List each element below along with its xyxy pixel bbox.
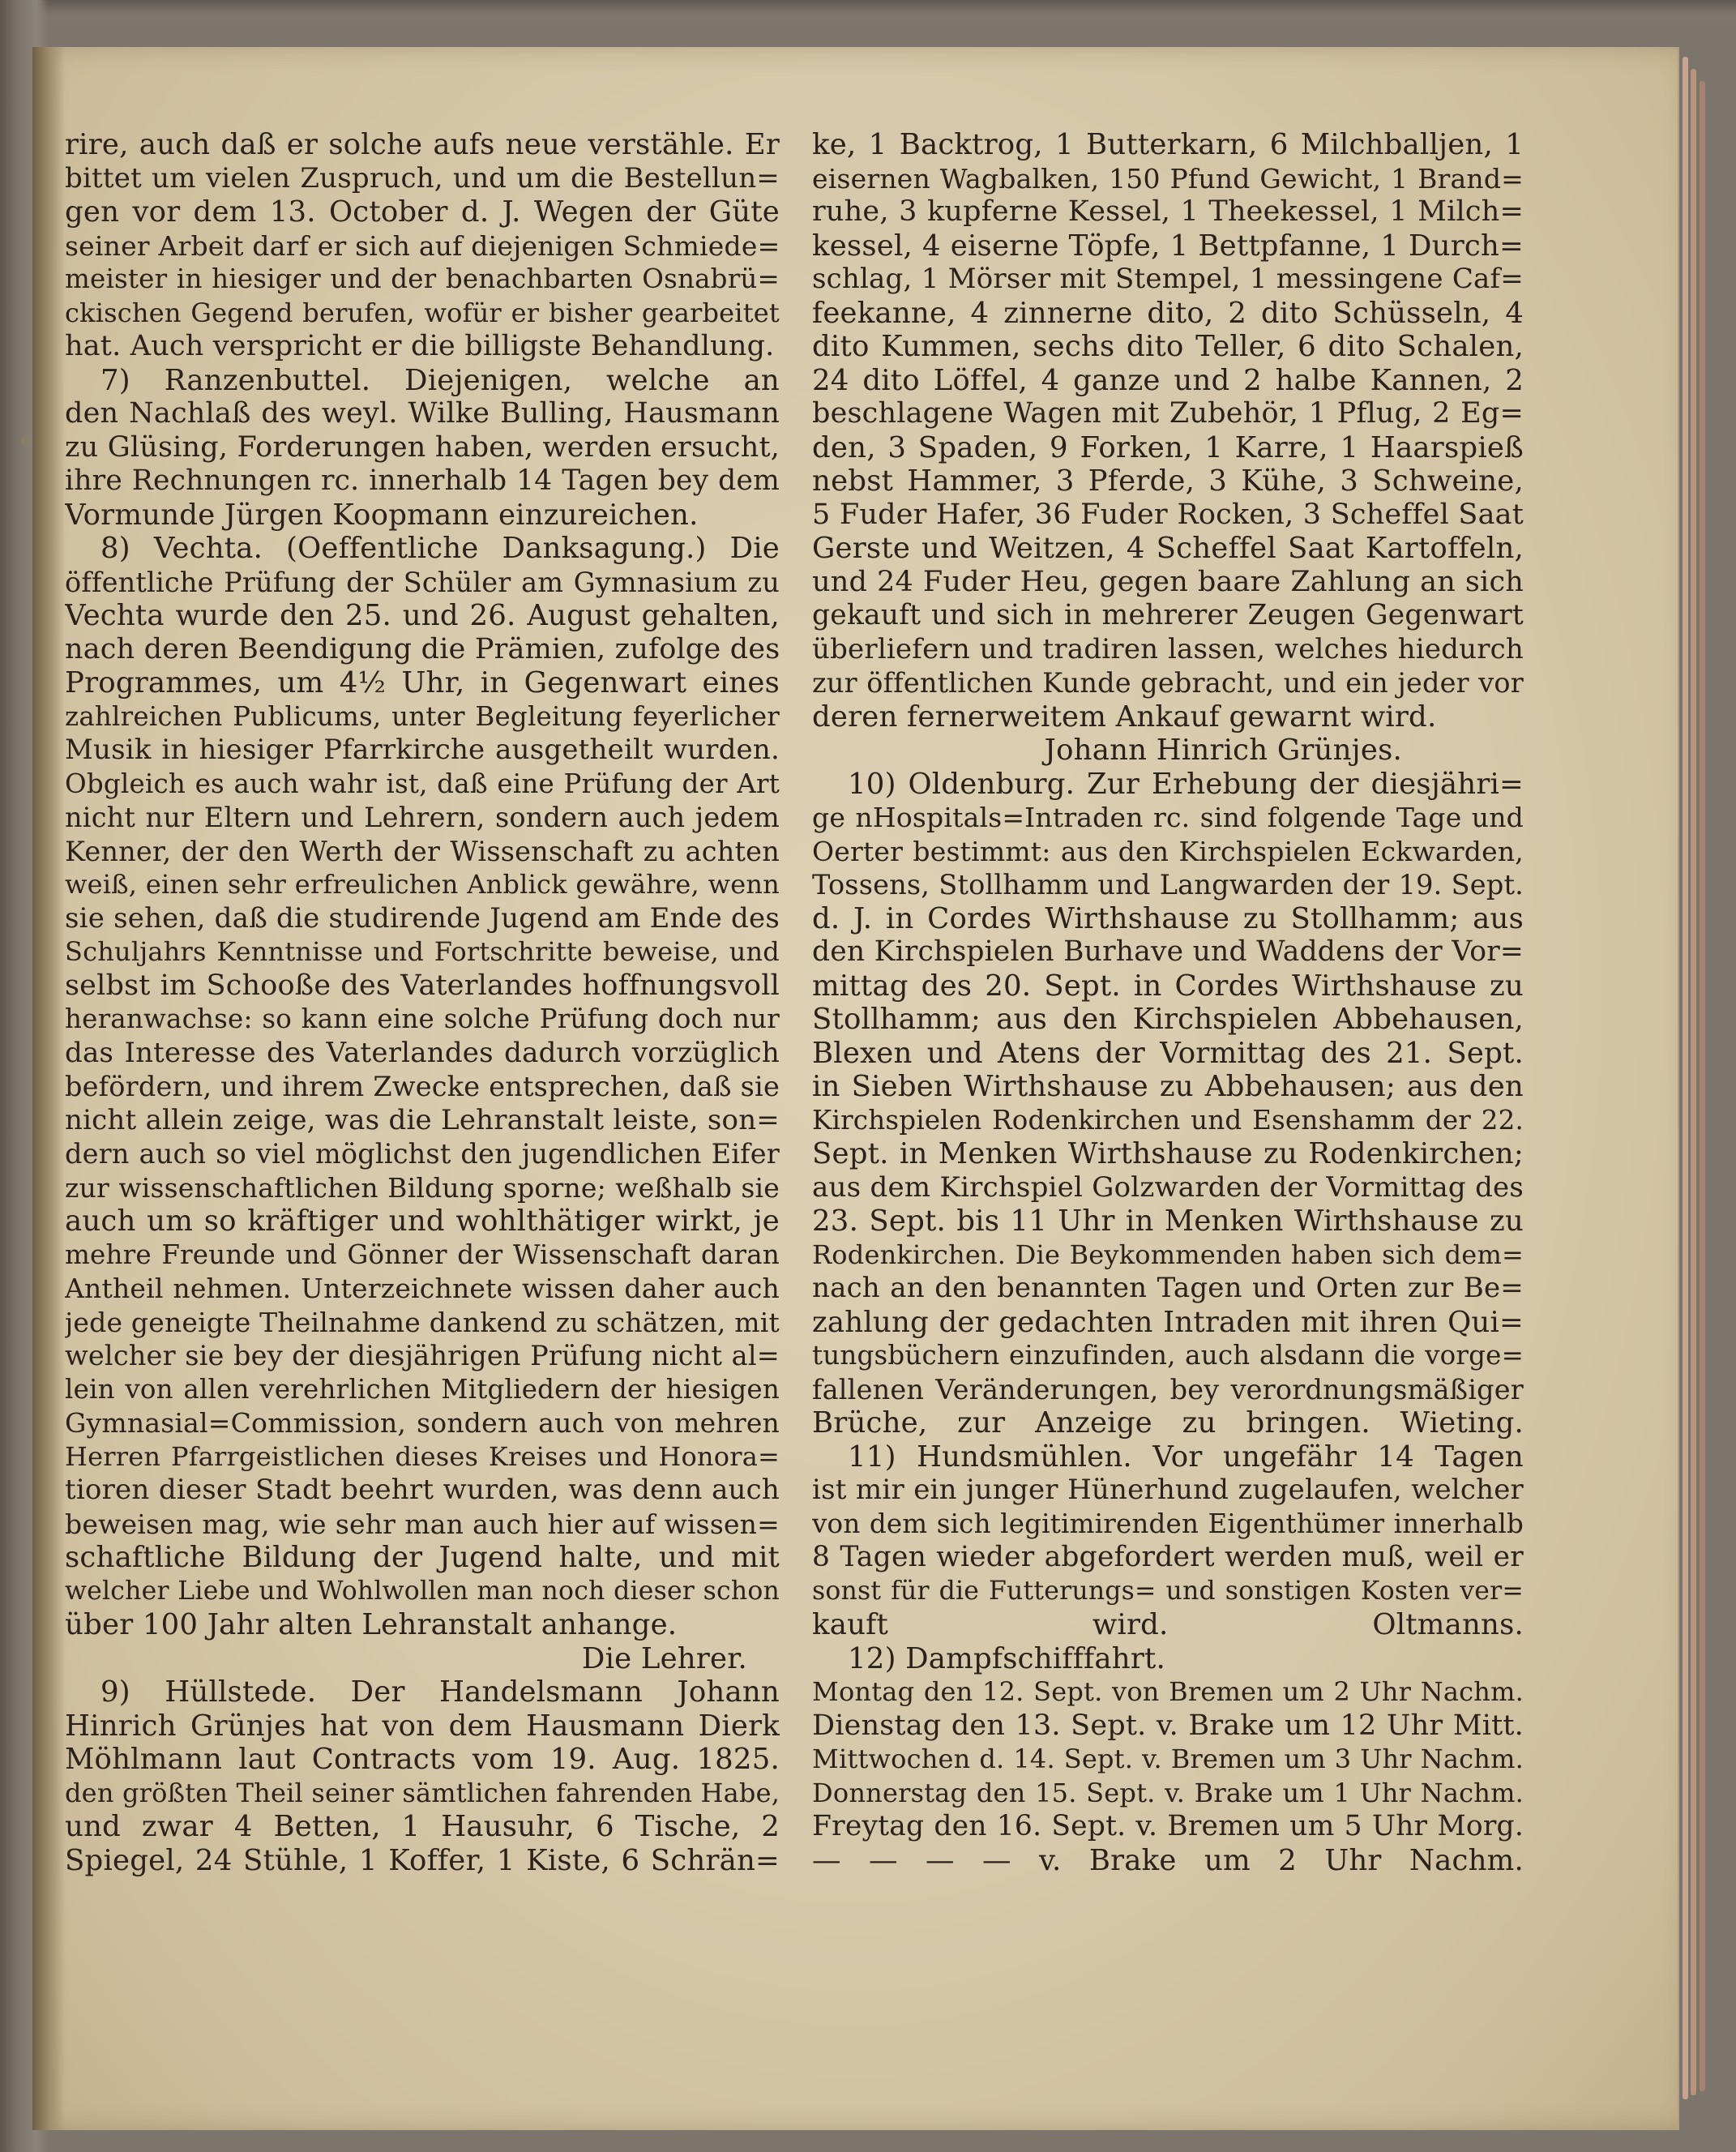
text-line: deren fernerweitem Ankauf gewarnt wird. — [812, 700, 1437, 734]
text-line: kessel, 4 eiserne Töpfe, 1 Bettpfanne, 1 Durch= — [812, 229, 1524, 263]
section-heading-line: 10) Oldenburg. Zur Erhebung der diesjähri= — [848, 767, 1524, 801]
section-heading-line: 8) Vechta. (Oeffentliche Danksagung.) Die — [100, 532, 780, 565]
section-heading-line: 11) Hundsmühlen. Vor ungefähr 14 Tagen — [848, 1440, 1524, 1474]
text-line: tungsbüchern einzufinden, auch alsdann die vorge= — [812, 1340, 1524, 1371]
text-line: den Nachlaß des weyl. Wilke Bulling, Hausmann — [65, 397, 780, 430]
text-line: ruhe, 3 kupferne Kessel, 1 Theekessel, 1 Milch= — [812, 195, 1524, 228]
text-line: Brüche, zur Anzeige zu bringen. Wieting. — [812, 1406, 1524, 1440]
text-line: schaftliche Bildung der Jugend halte, und mit — [65, 1541, 780, 1574]
text-line: auch um so kräftiger und wohlthätiger wirkt, je — [65, 1204, 780, 1238]
text-line: ihre Rechnungen rc. innerhalb 14 Tagen bey dem — [65, 464, 780, 497]
text-line: über 100 Jahr alten Lehranstalt anhange. — [65, 1608, 678, 1641]
text-line: öffentliche Prüfung der Schüler am Gymnasium zu — [65, 566, 780, 598]
text-line: dern auch so viel möglichst den jugendlichen Eifer — [65, 1138, 780, 1170]
text-line: zu Glüsing, Forderungen haben, werden ersucht, — [65, 430, 780, 464]
text-line: welcher Liebe und Wohlwollen man noch dieser schon — [65, 1576, 780, 1606]
schedule-line: Dienstag den 13. Sept. v. Brake um 12 Uhr Mitt. — [812, 1709, 1524, 1742]
page-edge — [1691, 69, 1696, 2095]
binding-hole — [21, 436, 31, 446]
text-line: Vechta wurde den 25. und 26. August gehalten, — [65, 599, 780, 632]
text-line: rire, auch daß er solche aufs neue verstähle. Er — [65, 128, 780, 161]
text-line: Antheil nehmen. Unterzeichnete wissen daher auch — [65, 1273, 780, 1304]
text-line: gekauft und sich in mehrerer Zeugen Gegenwart — [812, 599, 1524, 631]
text-line: ist mir ein junger Hünerhund zugelaufen, welcher — [812, 1474, 1524, 1506]
text-line: nebst Hammer, 3 Pferde, 3 Kühe, 3 Schweine, — [812, 464, 1524, 498]
text-line: den größten Theil seiner sämtlichen fahrenden Habe, — [65, 1777, 780, 1808]
text-line: 24 dito Löffel, 4 ganze und 2 halbe Kannen, 2 — [812, 363, 1524, 397]
text-line: Hinrich Grünjes hat von dem Hausmann Dierk — [65, 1709, 780, 1743]
text-line: Programmes, um 4½ Uhr, in Gegenwart eines — [65, 666, 780, 700]
text-line: Gerste und Weitzen, 4 Scheffel Saat Kartoffeln, — [812, 532, 1524, 565]
text-line: sie sehen, daß die studirende Jugend am Ende des — [65, 901, 780, 935]
text-line: Vormunde Jürgen Koopmann einzureichen. — [65, 498, 699, 532]
text-line: jede geneigte Theilnahme dankend zu schätzen, mit — [65, 1306, 780, 1338]
text-line: den, 3 Spaden, 9 Forken, 1 Karre, 1 Haarspieß — [812, 430, 1524, 464]
text-line: welcher sie bey der diesjährigen Prüfung nicht al= — [65, 1340, 780, 1371]
text-line: und 24 Fuder Heu, gegen baare Zahlung an sich — [812, 565, 1524, 598]
text-line: aus dem Kirchspiel Golzwarden der Vormittag des — [812, 1170, 1524, 1204]
text-line: Obgleich es auch wahr ist, daß eine Prüfung der Art — [65, 768, 780, 799]
text-line: meister in hiesiger und der benachbarten Osnabrü= — [65, 263, 780, 294]
text-line: eisernen Wagbalken, 150 Pfund Gewicht, 1 Brand= — [812, 162, 1524, 195]
text-line: mittag des 20. Sept. in Cordes Wirthshause zu — [812, 969, 1524, 1003]
text-line: fallenen Veränderungen, bey verordnungsmäßiger — [812, 1373, 1524, 1405]
text-line: Kirchspielen Rodenkirchen und Esenshamm der 22. — [812, 1104, 1524, 1136]
text-line: nicht nur Eltern und Lehrern, sondern auch jedem — [65, 802, 780, 833]
text-line: 5 Fuder Hafer, 36 Fuder Rocken, 3 Scheffel Saat — [812, 498, 1524, 531]
text-line: von dem sich legitimirenden Eigenthümer innerhalb — [812, 1508, 1524, 1539]
text-line: kauft wird. Oltmanns. — [812, 1608, 1524, 1641]
text-line: befördern, und ihrem Zwecke entsprechen, daß sie — [65, 1071, 780, 1102]
schedule-line: Freytag den 16. Sept. v. Bremen um 5 Uhr Morg. — [812, 1810, 1524, 1842]
right-column — [812, 128, 1524, 1877]
text-line: Musik in hiesiger Pfarrkirche ausgetheilt wurden. — [65, 734, 780, 766]
page-edge — [1683, 57, 1688, 2099]
text-line: tioren dieser Stadt beehrt wurden, was denn auch — [65, 1474, 780, 1506]
text-line: ge nHospitals=Intraden rc. sind folgende Tage und — [812, 802, 1524, 833]
text-line: Rodenkirchen. Die Beykommenden haben sich dem= — [812, 1239, 1524, 1270]
text-line: Kenner, der den Werth der Wissenschaft zu achten — [65, 835, 780, 867]
text-line: Gymnasial=Commission, sondern auch von mehren — [65, 1407, 780, 1439]
text-line: nicht allein zeige, was die Lehranstalt leiste, son= — [65, 1103, 780, 1136]
text-line: weiß, einen sehr erfreulichen Anblick gewähre, wenn — [65, 869, 780, 900]
left-column — [65, 128, 780, 1877]
text-line: in Sieben Wirthshause zu Abbehausen; aus den — [812, 1070, 1524, 1103]
text-line: Herren Pfarrgeistlichen dieses Kreises und Honora= — [65, 1440, 780, 1472]
text-line: Schuljahrs Kenntnisse und Fortschritte beweise, und — [65, 936, 780, 967]
signature-line: Die Lehrer. — [581, 1641, 747, 1675]
text-line: feekanne, 4 zinnerne dito, 2 dito Schüsseln, 4 — [812, 296, 1524, 330]
text-line: Stollhamm; aus den Kirchspielen Abbehausen, — [812, 1003, 1524, 1036]
text-line: nach deren Beendigung die Prämien, zufolge des — [65, 632, 780, 665]
text-line: zur öffentlichen Kunde gebracht, und ein jeder vor — [812, 667, 1524, 699]
text-line: Sept. in Menken Wirthshause zu Rodenkirchen; — [812, 1137, 1524, 1170]
text-line: seiner Arbeit darf er sich auf diejenigen Schmiede= — [65, 229, 780, 262]
text-line: Oerter bestimmt: aus den Kirchspielen Eckwarden, — [812, 835, 1524, 867]
text-line: schlag, 1 Mörser mit Stempel, 1 messingene Caf= — [812, 263, 1524, 295]
book-gutter — [32, 47, 65, 2130]
text-line: Spiegel, 24 Stühle, 1 Koffer, 1 Kiste, 6 Schrän= — [65, 1843, 780, 1877]
text-line: Blexen und Atens der Vormittag des 21. Sept. — [812, 1036, 1524, 1070]
schedule-line: Montag den 12. Sept. von Bremen um 2 Uhr Nachm. — [812, 1676, 1524, 1707]
schedule-line: — — — — v. Brake um 2 Uhr Nachm. — [812, 1843, 1524, 1877]
section-heading-line: 7) Ranzenbuttel. Diejenigen, welche an — [100, 363, 780, 397]
text-line: d. J. in Cordes Wirthshause zu Stollhamm; aus — [812, 901, 1524, 935]
text-line: das Interesse des Vaterlandes dadurch vorzüglich — [65, 1036, 780, 1069]
text-line: zur wissenschaftlichen Bildung sporne; weßhalb sie — [65, 1171, 780, 1204]
section-heading-line: 9) Hüllstede. Der Handelsmann Johann — [100, 1675, 780, 1709]
text-line: beschlagene Wagen mit Zubehör, 1 Pflug, 2 Eg= — [812, 397, 1524, 430]
text-line: ke, 1 Backtrog, 1 Butterkarn, 6 Milchballjen, 1 — [812, 128, 1524, 161]
text-line: 8 Tagen wieder abgefordert werden muß, weil er — [812, 1541, 1524, 1573]
text-line: 23. Sept. bis 11 Uhr in Menken Wirthshause zu — [812, 1204, 1524, 1238]
schedule-line: Mittwochen d. 14. Sept. v. Bremen um 3 Uhr Nachm. — [812, 1743, 1524, 1774]
text-line: überliefern und tradiren lassen, welches hiedurch — [812, 632, 1524, 665]
text-line: nach an den benannten Tagen und Orten zur Be= — [812, 1272, 1524, 1304]
text-line: dito Kummen, sechs dito Teller, 6 dito Schalen, — [812, 330, 1524, 363]
text-line: sonst für die Futterungs= und sonstigen Kosten ver= — [812, 1576, 1524, 1606]
text-line: ckischen Gegend berufen, wofür er bisher gearbeitet — [65, 297, 780, 328]
text-line: und zwar 4 Betten, 1 Hausuhr, 6 Tische, 2 — [65, 1810, 780, 1843]
text-line: beweisen mag, wie sehr man auch hier auf wissen= — [65, 1508, 780, 1540]
text-line: Tossens, Stollhamm und Langwarden der 19. Sept. — [812, 869, 1524, 901]
text-line: gen vor dem 13. October d. J. Wegen der Güte — [65, 195, 780, 229]
text-line: den Kirchspielen Burhave und Waddens der Vor= — [812, 935, 1524, 968]
text-line: bittet um vielen Zuspruch, und um die Bestellun= — [65, 161, 780, 195]
signature-line: Johann Hinrich Grünjes. — [1044, 734, 1402, 767]
page-edge — [1700, 81, 1705, 2091]
text-line: heranwachse: so kann eine solche Prüfung doch nur — [65, 1003, 780, 1034]
text-line: zahlung der gedachten Intraden mit ihren Qui= — [812, 1305, 1524, 1339]
text-line: hat. Auch verspricht er die billigste Behandlung. — [65, 330, 775, 362]
text-line: Möhlmann laut Contracts vom 19. Aug. 1825. — [65, 1743, 780, 1776]
text-line: selbst im Schooße des Vaterlandes hoffnungsvoll — [65, 969, 780, 1002]
section-heading-line: 12) Dampfschifffahrt. — [848, 1641, 1165, 1675]
text-line: zahlreichen Publicums, unter Begleitung feyerlicher — [65, 700, 780, 732]
schedule-line: Donnerstag den 15. Sept. v. Brake um 1 Uhr Nachm. — [812, 1777, 1524, 1808]
text-line: mehre Freunde und Gönner der Wissenschaft daran — [65, 1239, 780, 1270]
text-line: lein von allen verehrlichen Mitgliedern der hiesigen — [65, 1373, 780, 1405]
